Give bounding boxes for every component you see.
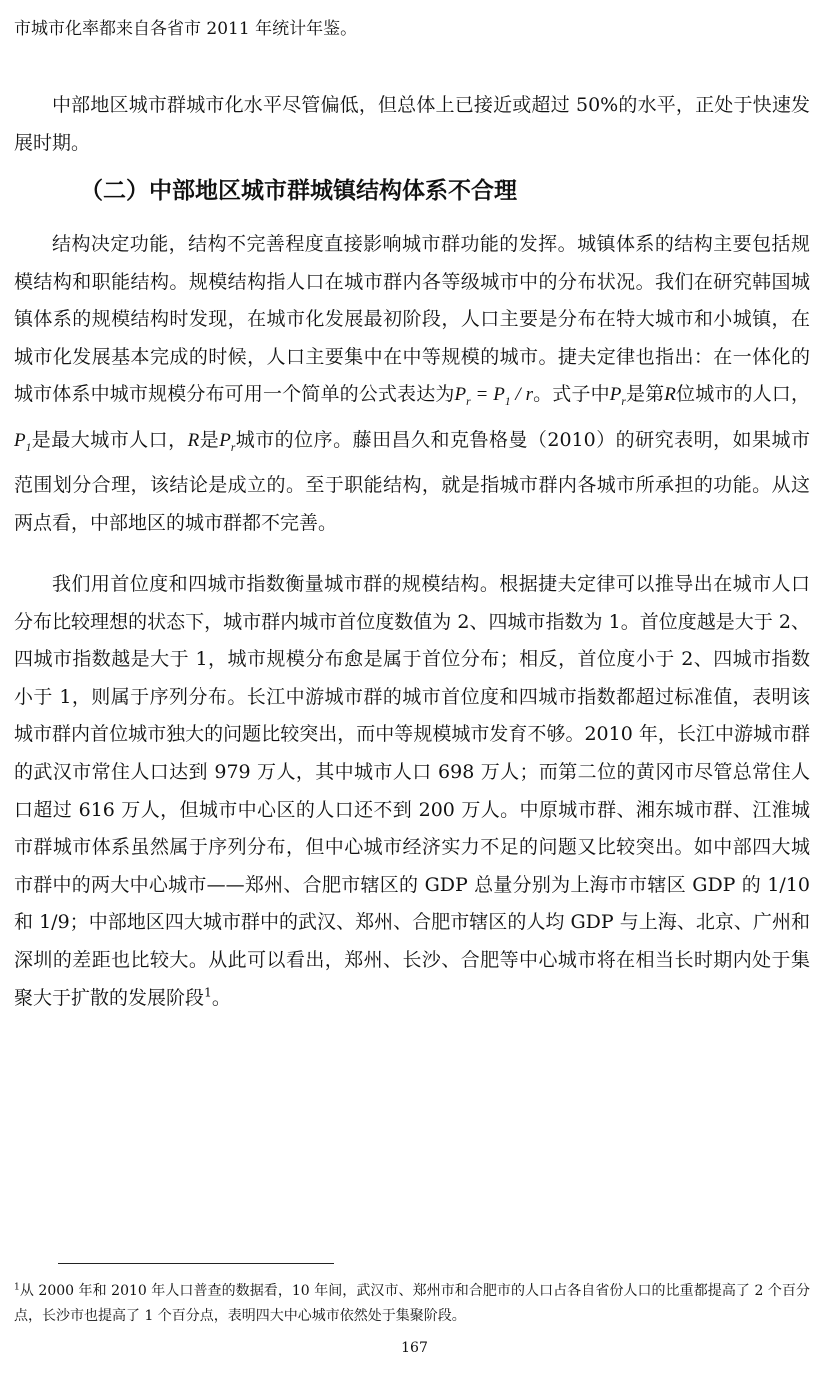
formula-subscript: r <box>466 396 471 409</box>
formula-symbol: P <box>493 384 505 406</box>
variable-subscript: r <box>230 441 236 454</box>
paragraph-text: 是 <box>199 428 220 451</box>
footnote-marker: 1 <box>14 1282 20 1293</box>
page-number: 167 <box>401 1340 428 1356</box>
paragraph-text: 是最大城市人口， <box>31 428 188 451</box>
variable-pr <box>219 429 236 454</box>
paragraph-primacy-index <box>14 566 810 1017</box>
variable-r: R <box>664 384 676 406</box>
formula-operator: / r <box>510 384 533 406</box>
formula-symbol: P <box>454 384 467 406</box>
paragraph-text: 是第 <box>625 383 665 406</box>
paragraph-urbanization-level: 中部地区城市群城市化水平尽管偏低，但总体上已接近或超过 50%的水平，正处于快速发展时期。 <box>14 94 810 154</box>
footnote <box>14 1279 810 1329</box>
continued-note: 市城市化率都来自各省市 2011 年统计年鉴。 <box>14 19 358 39</box>
variable-symbol: P <box>219 429 231 451</box>
variable-symbol: P <box>14 429 26 451</box>
paragraph-text: 城市的位序。藤田昌久和克鲁格曼（2010）的研究表明，如果城市范围划分合理，该结论是成立的。至于职能结构，就是指城市群内各城市所承担的功能。从这两点看，中部地区的城市群都不完善。 <box>14 428 810 534</box>
section-heading: （二）中部地区城市群城镇结构体系不合理 <box>80 177 517 204</box>
footnote-reference[interactable]: 1 <box>204 985 212 1000</box>
paragraph-text: 。式子中 <box>533 383 610 406</box>
footnote-separator <box>58 1263 334 1264</box>
variable-pr <box>609 384 626 409</box>
paragraph-text: 。 <box>211 986 231 1009</box>
paragraph-structure <box>14 226 810 542</box>
variable-symbol: P <box>609 384 622 406</box>
paragraph-text: 位城市的人口， <box>675 383 810 406</box>
formula-subscript: 1 <box>504 396 511 409</box>
zipf-formula <box>454 384 533 409</box>
variable-r: R <box>187 429 200 451</box>
footnote-text: 从 2000 年和 2010 年人口普查的数据看，10 年间，武汉市、郑州市和合肥市的人口占各自省份人口的比重都提高了 2 个百分点，长沙市也提高了 1 个百分点，表明四大中心城市依然处于集聚阶段。 <box>14 1283 810 1324</box>
variable-p1 <box>14 429 32 454</box>
formula-operator: = <box>470 384 494 406</box>
variable-subscript: 1 <box>25 441 32 454</box>
variable-subscript: r <box>621 396 626 409</box>
paragraph-text: 我们用首位度和四城市指数衡量城市群的规模结构。根据捷夫定律可以推导出在城市人口分布比较理想的状态下，城市群内城市首位度数值为 2、四城市指数为 1。首位度越是大于 2、四城市指数越是大于 1，城市规模分布愈是属于首位分布；相反，首位度小于 2、四城市指数小于 1，则属于序列分布。长江中游城市群的城市首位度和四城市指数都超过标准值，表明该城市群内首位城市独大的问题比较突出，而中等规模城市发育不够。2010 年，长江中游城市群的武汉市常住人口达到 979 万人，其中城市人口 698 万人；而第二位的黄冈市尽管总常住人口超过 616 万人，但城市中心区的人口还不到 200 万人。中原城市群、湘东城市群、江淮城市群城市体系虽然属于序列分布，但中心城市经济实力不足的问题又比较突出。如中部四大城市群中的两大中心城市——郑州、合肥市辖区的 GDP 总量分别为上海市市辖区 GDP 的 1/10 和 1/9；中部地区四大城市群中的武汉、郑州、合肥市辖区的人均 GDP 与上海、北京、广州和深圳的差距也比较大。从此可以看出，郑州、长沙、合肥等中心城市将在相当长时期内处于集聚大于扩散的发展阶段 <box>14 573 810 1009</box>
paragraph-text: 结构决定功能，结构不完善程度直接影响城市群功能的发挥。城镇体系的结构主要包括规模结构和职能结构。规模结构指人口在城市群内各等级城市中的分布状况。我们在研究韩国城镇体系的规模结构时发现，在城市化发展最初阶段，人口主要是分布在特大城市和小城镇，在城市化发展基本完成的时候，人口主要集中在中等规模的城市。捷夫定律也指出：在一体化的城市体系中城市规模分布可用一个简单的公式表达为 <box>14 233 810 406</box>
